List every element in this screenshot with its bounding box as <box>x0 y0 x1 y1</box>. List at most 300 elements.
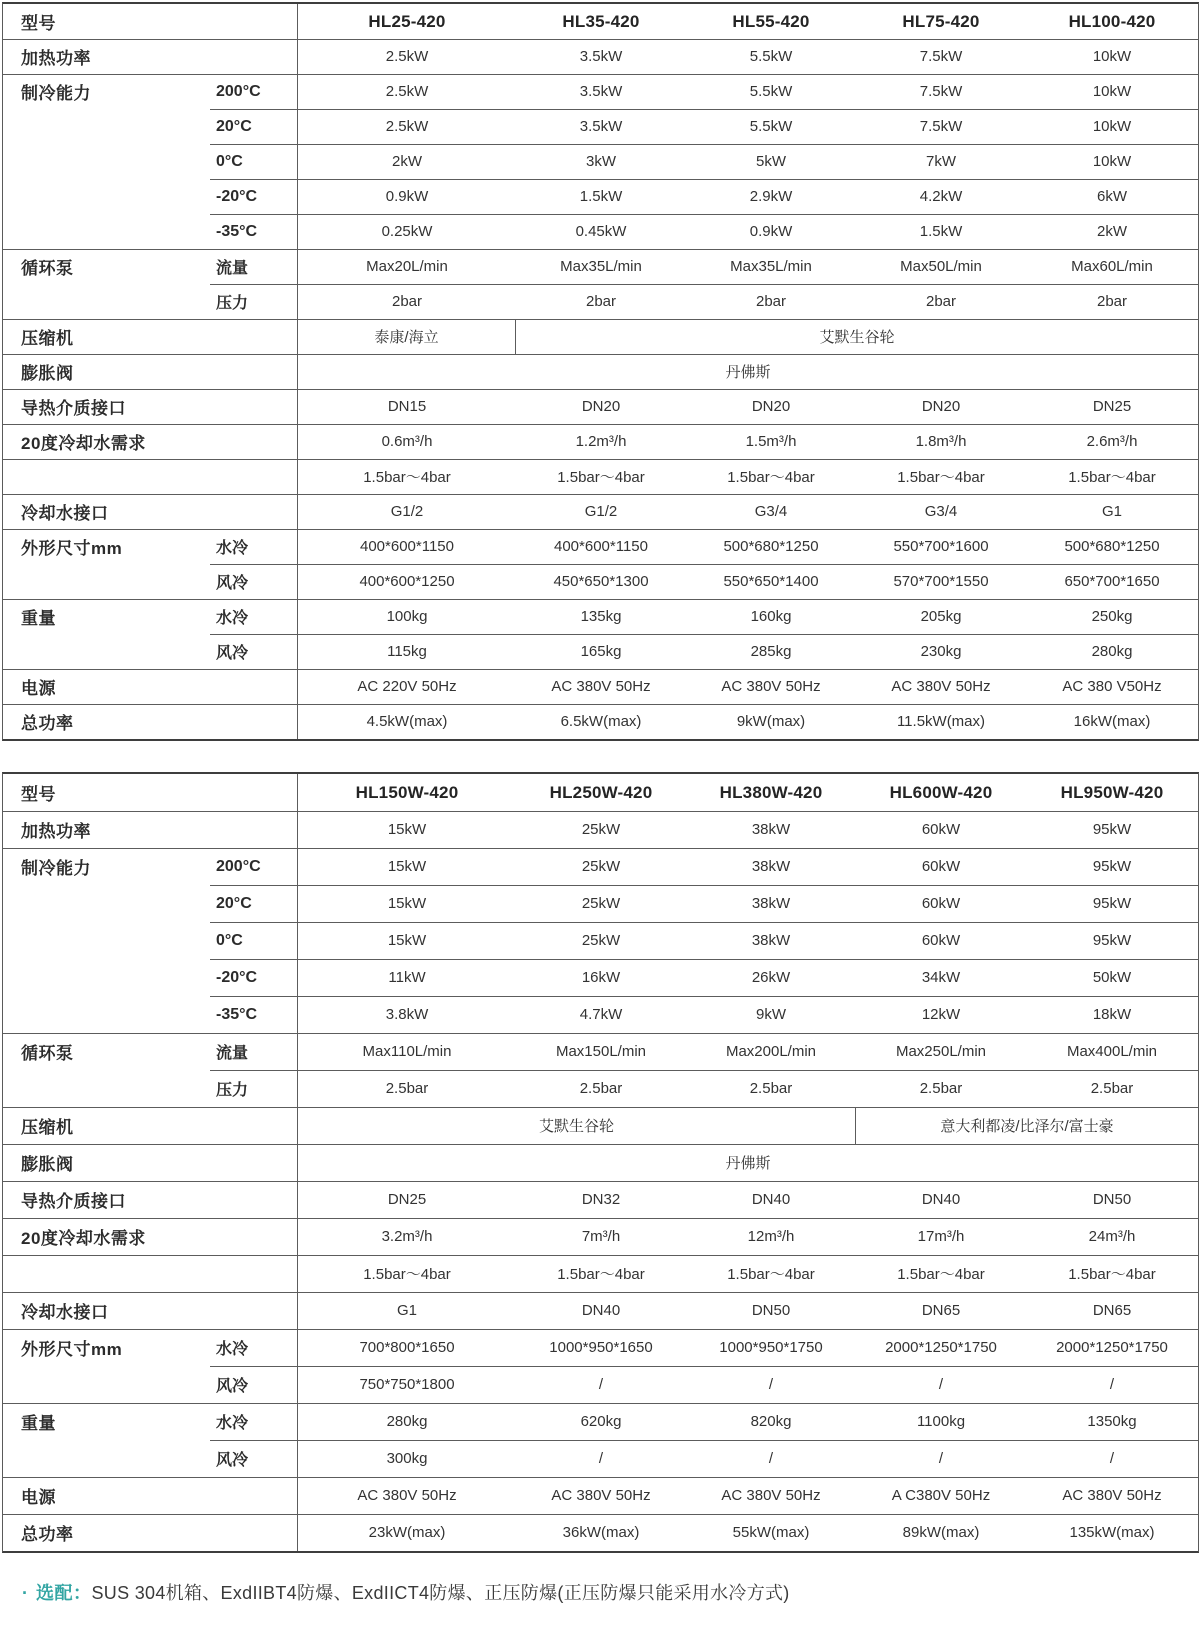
table-row <box>3 669 1198 704</box>
value-cell: 2kW <box>392 153 422 170</box>
row-label <box>3 284 210 319</box>
value-cell: 1.5bar～4bar <box>363 1266 451 1283</box>
row-label: 电源 <box>3 669 298 704</box>
table-row <box>3 144 1198 179</box>
value-cell: 15kW <box>387 932 427 949</box>
row-sublabel: 压力 <box>210 284 298 319</box>
row-sublabel: 20°C <box>210 885 298 922</box>
value-cell: 60kW <box>921 895 961 912</box>
row-label <box>3 1440 210 1477</box>
row-label: 型号 <box>3 4 298 39</box>
row-sublabel: -20°C <box>210 959 298 996</box>
value-cell: 50kW <box>1092 969 1132 986</box>
table-row <box>3 1477 1198 1514</box>
value-cell: 500*680*1250 <box>723 538 819 555</box>
value-cell: / <box>768 1450 774 1467</box>
table-row <box>3 922 1198 959</box>
row-sublabel: 200°C <box>210 848 298 885</box>
row-label: 制冷能力 <box>21 84 91 103</box>
value-cell: DN20 <box>751 398 791 415</box>
value-cell: 285kg <box>750 643 792 660</box>
value-cell: 570*700*1550 <box>893 573 989 590</box>
value-cell: 10kW <box>1092 118 1132 135</box>
row-divider-line <box>210 284 1198 285</box>
value-cell: 15kW <box>387 895 427 912</box>
value-cell: 7.5kW <box>919 83 963 100</box>
table-row <box>3 1403 1198 1440</box>
value-cell: G3/4 <box>754 503 788 520</box>
row-divider-line <box>3 74 1198 75</box>
value-cell: 160kg <box>750 608 792 625</box>
value-cell: DN40 <box>921 1191 961 1208</box>
value-cell: 38kW <box>751 858 791 875</box>
row-sublabel: 风冷 <box>210 634 298 669</box>
value-cell: 1100kg <box>916 1413 966 1430</box>
value-cell: / <box>938 1376 944 1393</box>
spec-table-large-models <box>2 772 1199 1553</box>
value-cell: G3/4 <box>924 503 958 520</box>
value-cell: 17m³/h <box>917 1228 965 1245</box>
value-cell: 2.9kW <box>749 188 793 205</box>
value-cell: 7m³/h <box>581 1228 621 1245</box>
value-cell: 2bar <box>1096 293 1128 310</box>
value-cell: 2bar <box>585 293 617 310</box>
row-divider-line <box>3 319 1198 320</box>
value-cell: 24m³/h <box>1088 1228 1136 1245</box>
row-divider-line <box>3 1107 1198 1108</box>
value-cell: G1/2 <box>584 503 618 520</box>
value-cell: 38kW <box>751 932 791 949</box>
value-cell: 2.5kW <box>385 48 429 65</box>
value-cell: 4.7kW <box>579 1006 623 1023</box>
value-cell: 0.45kW <box>575 223 627 240</box>
row-divider-line <box>210 144 1198 145</box>
value-cell: / <box>938 1450 944 1467</box>
value-cell: / <box>598 1450 604 1467</box>
value-cell: 10kW <box>1092 48 1132 65</box>
value-cell: 2000*1250*1750 <box>885 1339 997 1356</box>
table-row <box>3 1144 1198 1181</box>
value-cell: 1.5bar～4bar <box>557 469 645 486</box>
value-cell: 2.5bar <box>749 1080 793 1097</box>
value-cell: 2bar <box>755 293 787 310</box>
split-value-cell: 艾默生谷轮 <box>819 329 895 346</box>
value-cell: 135kg <box>580 608 622 625</box>
row-sublabel: -20°C <box>210 179 298 214</box>
row-sublabel: 0°C <box>210 144 298 179</box>
row-label <box>3 564 210 599</box>
row-label: 循环泵 <box>21 1044 74 1063</box>
row-label <box>3 214 210 249</box>
row-divider-line <box>3 1181 1198 1182</box>
table-row <box>3 179 1198 214</box>
row-label <box>3 1366 210 1403</box>
table-row <box>3 1329 1198 1366</box>
value-cell: 3.5kW <box>579 118 623 135</box>
value-cell: 115kg <box>387 643 427 660</box>
value-cell: Max250L/min <box>895 1043 987 1060</box>
table-row <box>3 389 1198 424</box>
value-cell: 60kW <box>921 932 961 949</box>
table-row <box>3 885 1198 922</box>
table-row <box>3 249 1198 284</box>
value-cell: DN25 <box>1092 398 1132 415</box>
value-cell: 550*700*1600 <box>893 538 989 555</box>
value-cell: 55kW(max) <box>732 1524 810 1541</box>
row-divider-line <box>3 354 1198 355</box>
row-label: 外形尺寸mm <box>21 539 123 558</box>
value-cell: 12kW <box>921 1006 961 1023</box>
row-sublabel: 水冷 <box>210 1403 298 1440</box>
table-row <box>3 459 1198 494</box>
row-divider-line <box>210 109 1198 110</box>
value-cell: 3.5kW <box>579 48 623 65</box>
table-row <box>3 564 1198 599</box>
row-label: 型号 <box>3 774 298 811</box>
value-cell: DN40 <box>751 1191 791 1208</box>
value-cell: 1000*950*1750 <box>719 1339 823 1356</box>
row-sublabel: 压力 <box>210 1070 298 1107</box>
row-label: 重量 <box>21 609 56 628</box>
spec-sheet-page <box>0 2 1200 1632</box>
value-cell: 280kg <box>386 1413 428 1430</box>
value-cell: 7.5kW <box>919 48 963 65</box>
table-row <box>3 996 1198 1033</box>
value-cell: 9kW <box>756 1006 786 1023</box>
value-cell: DN50 <box>751 1302 791 1319</box>
value-cell: 280kg <box>1091 643 1133 660</box>
value-cell: G1 <box>1101 503 1122 520</box>
value-cell: AC 380V 50Hz <box>721 678 821 695</box>
row-divider-line <box>3 494 1198 495</box>
table-row <box>3 109 1198 144</box>
value-cell: 38kW <box>751 821 791 838</box>
value-cell: / <box>1109 1376 1115 1393</box>
value-cell: 16kW(max) <box>1073 713 1151 730</box>
value-cell: 650*700*1650 <box>1064 573 1160 590</box>
row-label: 20度冷却水需求 <box>3 1218 298 1255</box>
table-row <box>3 1181 1198 1218</box>
value-cell: 1.5bar～4bar <box>727 469 815 486</box>
value-cell: 7kW <box>926 153 956 170</box>
value-cell: 400*600*1150 <box>360 538 454 555</box>
table-row <box>3 494 1198 529</box>
row-divider-line <box>3 1255 1198 1256</box>
row-sublabel: 流量 <box>210 249 298 284</box>
value-cell: DN32 <box>581 1191 621 1208</box>
value-cell: 10kW <box>1092 153 1132 170</box>
table-row <box>3 1255 1198 1292</box>
row-label <box>3 634 210 669</box>
value-cell: 1000*950*1650 <box>549 1339 653 1356</box>
value-cell: 300kg <box>386 1450 428 1467</box>
value-cell: 1.5bar～4bar <box>897 1266 985 1283</box>
value-cell: 1.5kW <box>919 223 963 240</box>
value-cell: 500*680*1250 <box>1064 538 1160 555</box>
row-label: 膨胀阀 <box>3 1144 298 1181</box>
row-divider-line <box>3 1292 1198 1293</box>
model-header-cell: HL35-420 <box>562 11 640 31</box>
value-cell: 89kW(max) <box>902 1524 980 1541</box>
value-cell: 2.5bar <box>579 1080 623 1097</box>
value-cell: 36kW(max) <box>562 1524 640 1541</box>
value-cell: 135kW(max) <box>1069 1524 1155 1541</box>
value-cell: Max400L/min <box>1066 1043 1158 1060</box>
value-cell: 3.5kW <box>579 83 623 100</box>
row-label: 制冷能力 <box>21 859 91 878</box>
value-cell: 25kW <box>581 932 621 949</box>
model-header-cell: HL150W-420 <box>355 782 459 802</box>
value-cell: 2.5bar <box>919 1080 963 1097</box>
value-cell: 6.5kW(max) <box>560 713 642 730</box>
row-label <box>3 1255 298 1292</box>
row-divider-line <box>210 1070 1198 1071</box>
value-cell: AC 380 V50Hz <box>1062 678 1162 695</box>
row-label: 循环泵 <box>21 259 74 278</box>
table-header-row <box>3 4 1198 39</box>
table-row <box>3 1033 1198 1070</box>
value-cell: 1.5bar～4bar <box>727 1266 815 1283</box>
value-cell: G1/2 <box>390 503 424 520</box>
table-row <box>3 1440 1198 1477</box>
value-cell: 0.9kW <box>385 188 429 205</box>
value-cell: 5.5kW <box>749 48 793 65</box>
row-label: 加热功率 <box>3 811 298 848</box>
row-divider-line <box>3 424 1198 425</box>
row-label: 重量 <box>21 1414 56 1433</box>
table-row <box>3 1514 1198 1551</box>
value-cell: 550*650*1400 <box>723 573 819 590</box>
value-cell: 16kW <box>581 969 621 986</box>
value-cell: 1.5m³/h <box>745 433 797 450</box>
merged-value-cell: 丹佛斯 <box>725 364 771 381</box>
spec-table-small-models <box>2 2 1199 741</box>
value-cell: 5.5kW <box>749 118 793 135</box>
footnote-text: SUS 304机箱、ExdIIBT4防爆、ExdIICT4防爆、正压防爆(正压防爆只能采用水冷方式) <box>91 1583 790 1603</box>
model-header-cell: HL950W-420 <box>1060 782 1164 802</box>
table-row <box>3 848 1198 885</box>
value-cell: AC 380V 50Hz <box>1062 1487 1162 1504</box>
row-sublabel: 水冷 <box>210 599 298 634</box>
row-divider-line <box>3 599 1198 600</box>
value-cell: 1.5bar～4bar <box>1068 469 1156 486</box>
value-cell: 750*750*1800 <box>359 1376 455 1393</box>
row-divider-line <box>3 1033 1198 1034</box>
value-cell: 11.5kW(max) <box>896 713 986 730</box>
value-cell: 1.5bar～4bar <box>1068 1266 1156 1283</box>
table-row <box>3 959 1198 996</box>
row-label <box>3 959 210 996</box>
row-divider-line <box>3 389 1198 390</box>
value-cell: DN15 <box>387 398 427 415</box>
value-cell: 2.5bar <box>385 1080 429 1097</box>
table-row <box>3 1107 1198 1144</box>
value-cell: 2.5bar <box>1090 1080 1134 1097</box>
value-cell: Max110L/min <box>362 1043 452 1060</box>
value-cell: AC 380V 50Hz <box>551 678 651 695</box>
value-cell: / <box>768 1376 774 1393</box>
row-sublabel: 流量 <box>210 1033 298 1070</box>
row-divider-line <box>3 1329 1198 1330</box>
value-cell: 0.6m³/h <box>381 433 433 450</box>
split-value-cell: 泰康/海立 <box>298 319 516 354</box>
value-cell: A C380V 50Hz <box>891 1487 991 1504</box>
value-cell: Max35L/min <box>730 258 812 275</box>
value-cell: 60kW <box>921 858 961 875</box>
table-row <box>3 529 1198 564</box>
value-cell: 1.5bar～4bar <box>897 469 985 486</box>
value-cell: Max50L/min <box>900 258 982 275</box>
row-divider-line <box>3 39 1198 40</box>
table-row <box>3 1070 1198 1107</box>
value-cell: AC 380V 50Hz <box>357 1487 457 1504</box>
table-row <box>3 284 1198 319</box>
value-cell: 5kW <box>756 153 786 170</box>
value-cell: 0.9kW <box>749 223 793 240</box>
value-cell: 2.5kW <box>385 83 429 100</box>
value-cell: Max200L/min <box>725 1043 817 1060</box>
row-label: 压缩机 <box>3 1107 298 1144</box>
row-divider-line <box>3 529 1198 530</box>
row-label: 外形尺寸mm <box>21 1340 123 1359</box>
table-row <box>3 39 1198 74</box>
value-cell: 0.25kW <box>381 223 433 240</box>
value-cell: Max150L/min <box>555 1043 647 1060</box>
table-header-row <box>3 774 1198 811</box>
value-cell: 38kW <box>751 895 791 912</box>
model-header-cell: HL250W-420 <box>549 782 653 802</box>
row-divider-line <box>210 1366 1198 1367</box>
table-row <box>3 811 1198 848</box>
model-header-cell: HL380W-420 <box>719 782 823 802</box>
value-cell: 165kg <box>580 643 622 660</box>
value-cell: DN50 <box>1092 1191 1132 1208</box>
value-cell: 10kW <box>1092 83 1132 100</box>
row-label <box>3 144 210 179</box>
footnote-bullet: · <box>22 1583 28 1603</box>
row-label <box>3 885 210 922</box>
value-cell: 100kg <box>386 608 428 625</box>
value-cell: 95kW <box>1092 895 1132 912</box>
row-divider-line <box>3 249 1198 250</box>
row-label: 总功率 <box>3 1514 298 1551</box>
value-cell: 2.6m³/h <box>1086 433 1138 450</box>
row-sublabel: 水冷 <box>210 1329 298 1366</box>
row-divider-line <box>3 811 1198 812</box>
value-cell: DN40 <box>581 1302 621 1319</box>
value-cell: 15kW <box>387 858 427 875</box>
row-label: 总功率 <box>3 704 298 739</box>
row-sublabel: -35°C <box>210 214 298 249</box>
row-label: 膨胀阀 <box>3 354 298 389</box>
value-cell: 25kW <box>581 858 621 875</box>
row-label <box>3 996 210 1033</box>
value-cell: 1.5kW <box>579 188 623 205</box>
value-cell: 1.8m³/h <box>915 433 967 450</box>
row-divider-line <box>210 214 1198 215</box>
footnote <box>22 1579 1200 1605</box>
row-sublabel: 0°C <box>210 922 298 959</box>
value-cell: Max20L/min <box>366 258 448 275</box>
value-cell: AC 380V 50Hz <box>551 1487 651 1504</box>
value-cell: 250kg <box>1091 608 1133 625</box>
value-cell: 18kW <box>1092 1006 1132 1023</box>
row-label: 电源 <box>3 1477 298 1514</box>
row-label: 加热功率 <box>3 39 298 74</box>
value-cell: AC 220V 50Hz <box>357 678 457 695</box>
value-cell: 400*600*1150 <box>554 538 648 555</box>
value-cell: 15kW <box>387 821 427 838</box>
value-cell: Max35L/min <box>560 258 642 275</box>
value-cell: 23kW(max) <box>368 1524 446 1541</box>
value-cell: 820kg <box>750 1413 792 1430</box>
value-cell: 25kW <box>581 821 621 838</box>
row-label: 导热介质接口 <box>3 389 298 424</box>
row-sublabel: 风冷 <box>210 1440 298 1477</box>
value-cell: DN20 <box>581 398 621 415</box>
value-cell: DN25 <box>387 1191 427 1208</box>
table-row <box>3 424 1198 459</box>
row-divider-line <box>3 1477 1198 1478</box>
row-divider-line <box>3 704 1198 705</box>
model-header-cell: HL100-420 <box>1068 11 1156 31</box>
model-header-cell: HL600W-420 <box>889 782 993 802</box>
value-cell: 6kW <box>1097 188 1127 205</box>
row-label: 导热介质接口 <box>3 1181 298 1218</box>
row-divider-line <box>3 459 1198 460</box>
table-row <box>3 599 1198 634</box>
value-cell: 4.5kW(max) <box>366 713 448 730</box>
row-divider-line <box>210 922 1198 923</box>
value-cell: AC 380V 50Hz <box>721 1487 821 1504</box>
table-row <box>3 704 1198 739</box>
value-cell: 95kW <box>1092 821 1132 838</box>
row-label <box>3 1070 210 1107</box>
value-cell: 25kW <box>581 895 621 912</box>
value-cell: 2bar <box>391 293 423 310</box>
table-row <box>3 1292 1198 1329</box>
row-divider-line <box>210 996 1198 997</box>
merged-value-cell: 丹佛斯 <box>725 1155 771 1172</box>
value-cell: 26kW <box>751 969 791 986</box>
value-cell: 5.5kW <box>749 83 793 100</box>
value-cell: 1.2m³/h <box>575 433 627 450</box>
row-divider-line <box>3 1144 1198 1145</box>
table-row <box>3 319 1198 354</box>
value-cell: 3.2m³/h <box>381 1228 433 1245</box>
value-cell: G1 <box>396 1302 417 1319</box>
value-cell: 700*800*1650 <box>359 1339 455 1356</box>
value-cell: / <box>1109 1450 1115 1467</box>
value-cell: 9kW(max) <box>736 713 806 730</box>
value-cell: 230kg <box>920 643 962 660</box>
footnote-label: 选配： <box>36 1583 92 1603</box>
row-divider-line <box>210 959 1198 960</box>
value-cell: 400*600*1250 <box>359 573 455 590</box>
value-cell: 450*650*1300 <box>553 573 649 590</box>
row-divider-line <box>3 669 1198 670</box>
model-header-cell: HL25-420 <box>368 11 446 31</box>
row-sublabel: 水冷 <box>210 529 298 564</box>
row-label <box>3 922 210 959</box>
value-cell: 95kW <box>1092 858 1132 875</box>
value-cell: 2bar <box>925 293 957 310</box>
row-divider-line <box>3 1403 1198 1404</box>
model-header-cell: HL55-420 <box>732 11 810 31</box>
row-divider-line <box>210 634 1198 635</box>
value-cell: 2.5kW <box>385 118 429 135</box>
value-cell: 205kg <box>920 608 962 625</box>
